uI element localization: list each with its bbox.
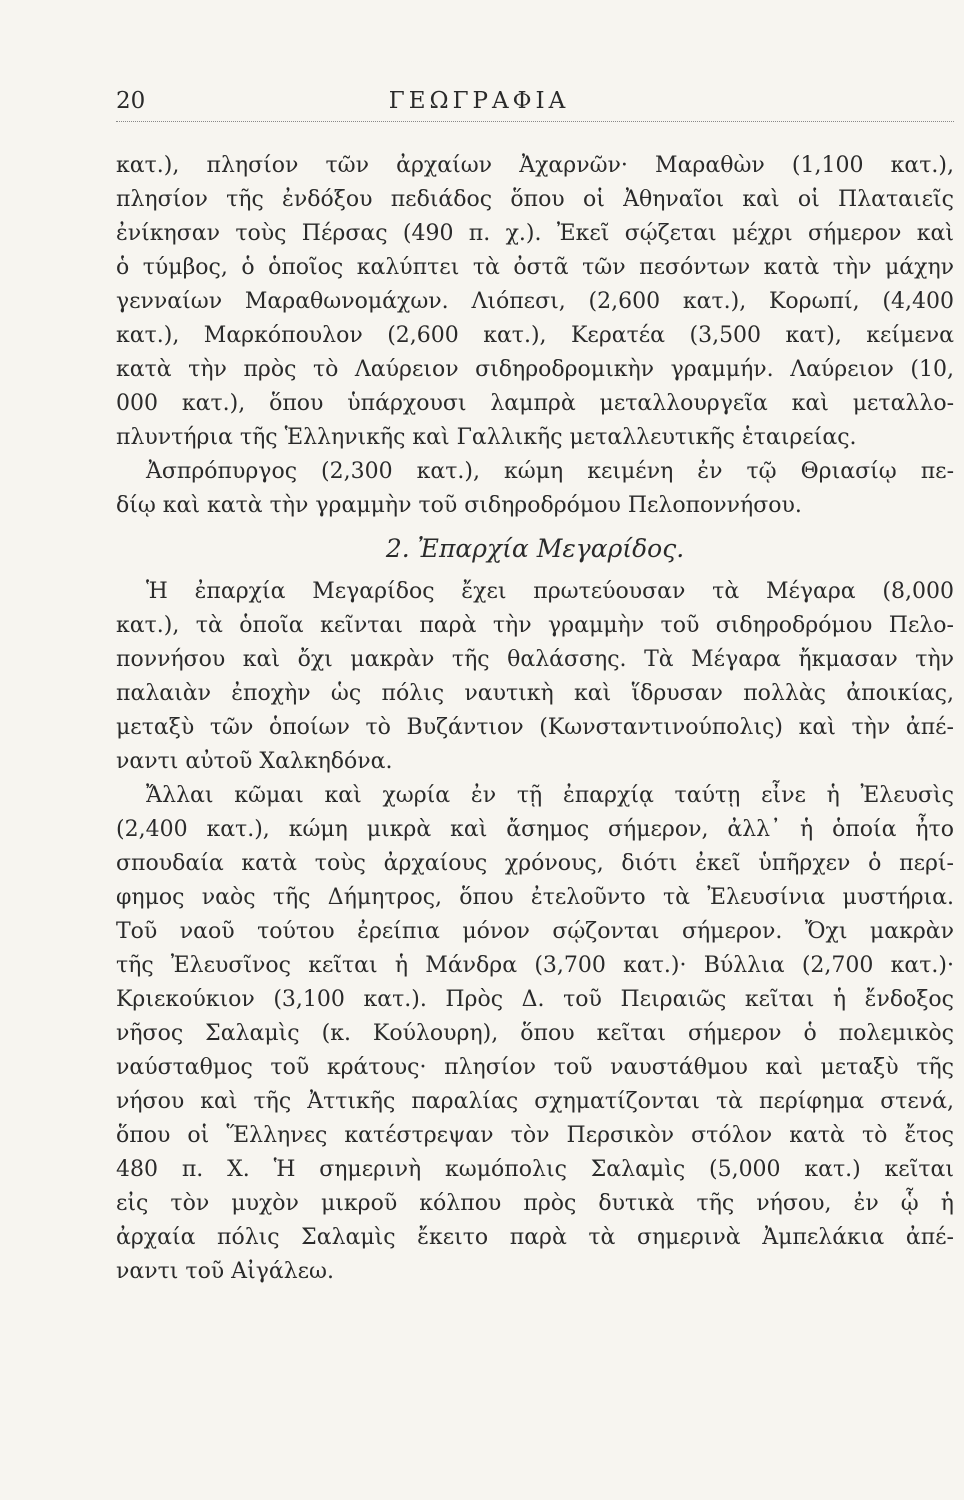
text-line: ναντι τοῦ Αἰγάλεω. xyxy=(116,1259,334,1284)
text-line: ἀρχαία πόλις Σαλαμὶς ἔκειτο παρὰ τὰ σημερινὰ Ἀμπελάκια ἀπέ- xyxy=(116,1225,954,1250)
text-line: ναντι αὐτοῦ Χαλκηδόνα. xyxy=(116,749,393,774)
text-line: κατ.), τὰ ὁποῖα κεῖνται παρὰ τὴν γραμμὴν τοῦ σιδηροδρόμου Πελο- xyxy=(116,613,954,638)
text-line: Ἡ ἐπαρχία Μεγαρίδος ἔχει πρωτεύουσαν τὰ Μέγαρα (8,000 xyxy=(146,579,954,604)
page-header xyxy=(116,88,842,122)
text-line: 480 π. Χ. Ἡ σημερινὴ κωμόπολις Σαλαμὶς (5,000 κατ.) κεῖται xyxy=(116,1157,954,1182)
text-line: εἰς τὸν μυχὸν μικροῦ κόλπου πρὸς δυτικὰ τῆς νήσου, ἐν ᾧ ἡ xyxy=(116,1191,954,1216)
text-line: Κριεκούκιον (3,100 κατ.). Πρὸς Δ. τοῦ Πειραιῶς κεῖται ἡ ἔνδοξος xyxy=(116,987,954,1012)
text-line: παλαιὰν ἐποχὴν ὡς πόλις ναυτικὴ καὶ ἵδρυσαν πολλὰς ἀποικίας, xyxy=(116,681,954,706)
text-line: ὅπου οἱ Ἕλληνες κατέστρεψαν τὸν Περσικὸν στόλον κατὰ τὸ ἔτος xyxy=(116,1123,954,1148)
text-line: δίῳ καὶ κατὰ τὴν γραμμὴν τοῦ σιδηροδρόμου Πελοποννήσου. xyxy=(116,493,802,518)
text-line: Τοῦ ναοῦ τούτου ἐρείπια μόνον σῴζονται σήμερον. Ὄχι μακρὰν xyxy=(116,919,954,944)
text-line: ναύσταθμος τοῦ κράτους· πλησίον τοῦ ναυστάθμου καὶ μεταξὺ τῆς xyxy=(116,1055,954,1080)
text-line: ποννήσου καὶ ὄχι μακρὰν τῆς θαλάσσης. Τὰ Μέγαρα ἤκμασαν τὴν xyxy=(116,647,954,672)
text-line: Ἀσπρόπυργος (2,300 κατ.), κώμη κειμένη ἐν τῷ Θριασίῳ πε- xyxy=(146,459,954,484)
text-line: ἐνίκησαν τοὺς Πέρσας (490 π. χ.). Ἐκεῖ σῴζεται μέχρι σήμερον καὶ xyxy=(116,221,954,246)
page-number: 20 xyxy=(116,88,146,114)
text-line: νῆσος Σαλαμὶς (κ. Κούλουρη), ὅπου κεῖται σήμερον ὁ πολεμικὸς xyxy=(116,1021,954,1046)
text-line: ὁ τύμβος, ὁ ὁποῖος καλύπτει τὰ ὀστᾶ τῶν πεσόντων κατὰ τὴν μάχην xyxy=(116,255,954,280)
text-line: κατ.), πλησίον τῶν ἀρχαίων Ἀχαρνῶν· Μαραθὼν (1,100 κατ.), xyxy=(116,153,954,178)
text-line: Ἄλλαι κῶμαι καὶ χωρία ἐν τῇ ἐπαρχίᾳ ταύτῃ εἶνε ἡ Ἐλευσὶς xyxy=(146,783,954,808)
paragraph xyxy=(116,779,954,1289)
text-line: (2,400 κατ.), κώμη μικρὰ καὶ ἄσημος σήμερον, ἀλλ᾽ ἡ ὁποία ἦτο xyxy=(116,817,954,842)
header-rule xyxy=(116,121,954,122)
text-line: μεταξὺ τῶν ὁποίων τὸ Βυζάντιον (Κωνσταντινούπολις) καὶ τὴν ἀπέ- xyxy=(116,715,954,740)
section-heading: 2. Ἐπαρχία Μεγαρίδος. xyxy=(385,534,685,563)
running-title: ΓΕΩΓΡΑΦΙΑ xyxy=(388,88,570,114)
paragraph xyxy=(116,575,954,779)
paragraph xyxy=(116,455,954,523)
body-text xyxy=(116,149,954,1289)
text-line: κατ.), Μαρκόπουλον (2,600 κατ.), Κερατέα (3,500 κατ), κείμενα xyxy=(116,323,954,348)
text-line: σπουδαία κατὰ τοὺς ἀρχαίους χρόνους, διότι ἐκεῖ ὑπῆρχεν ὁ περί- xyxy=(116,851,954,876)
text-line: τῆς Ἐλευσῖνος κεῖται ἡ Μάνδρα (3,700 κατ.)· Βύλλια (2,700 κατ.)· xyxy=(116,953,954,978)
text-line: 000 κατ.), ὅπου ὑπάρχουσι λαμπρὰ μεταλλουργεῖα καὶ μεταλλο- xyxy=(116,391,954,416)
text-line: πλυντήρια τῆς Ἑλληνικῆς καὶ Γαλλικῆς μεταλλευτικῆς ἑταιρείας. xyxy=(116,425,857,450)
text-line: νήσου καὶ τῆς Ἀττικῆς παραλίας σχηματίζονται τὰ περίφημα στενά, xyxy=(116,1089,954,1114)
text-line: κατὰ τὴν πρὸς τὸ Λαύρειον σιδηροδρομικὴν γραμμήν. Λαύρειον (10, xyxy=(116,357,954,382)
text-line: πλησίον τῆς ἐνδόξου πεδιάδος ὅπου οἱ Ἀθηναῖοι καὶ οἱ Πλαταιεῖς xyxy=(116,187,954,212)
text-line: γενναίων Μαραθωνομάχων. Λιόπεσι, (2,600 κατ.), Κορωπί, (4,400 xyxy=(116,289,954,314)
paragraph xyxy=(116,149,954,455)
text-line: φημος ναὸς τῆς Δήμητρος, ὅπου ἐτελοῦντο τὰ Ἐλευσίνια μυστήρια. xyxy=(116,885,954,910)
